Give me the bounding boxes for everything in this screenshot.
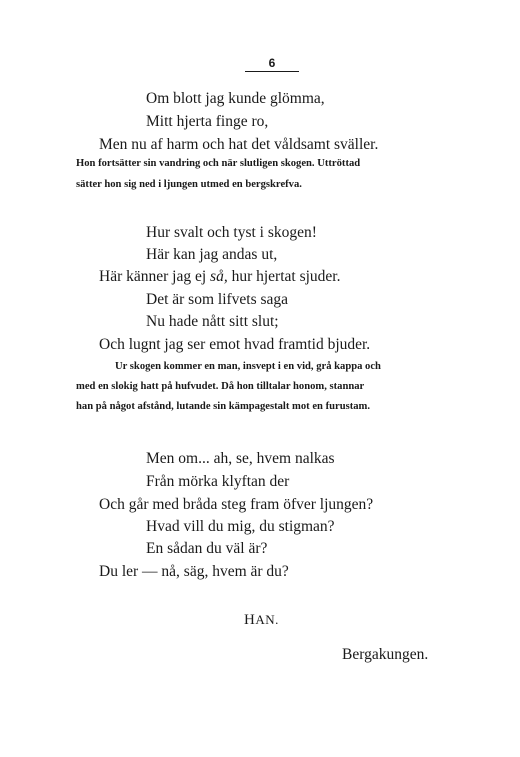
stage-direction-line: sätter hon sig ned i ljungen utmed en bergskrefva. [76, 179, 302, 190]
verse-line: Hur svalt och tyst i skogen! [146, 224, 317, 241]
verse-line: En sådan du väl är? [146, 540, 268, 557]
verse-text: hur hjertat sjuder. [227, 268, 341, 285]
verse-line [99, 268, 340, 286]
verse-line: Och lugnt jag ser emot hvad framtid bjuder. [99, 336, 371, 353]
stage-direction-line: med en slokig hatt på hufvudet. Då hon tilltalar honom, stannar [76, 381, 365, 392]
verse-line: Här kan jag andas ut, [146, 246, 278, 263]
speaker-rest: AN. [255, 612, 279, 627]
verse-line: Om blott jag kunde glömma, [146, 90, 325, 107]
verse-line: Och går med bråda steg fram öfver ljungen? [99, 496, 374, 513]
emphasized-word: så, [210, 268, 228, 285]
page-number: 6 [245, 56, 299, 72]
verse-text: Här känner jag ej [99, 268, 211, 285]
speaker-initial: H [244, 612, 256, 628]
stage-direction-line: Hon fortsätter sin vandring och när slutligen skogen. Uttröttad [76, 158, 361, 169]
verse-line: Nu hade nått sitt slut; [146, 313, 279, 330]
verse-line: Det är som lifvets saga [146, 291, 289, 308]
stage-direction-line: han på något afstånd, lutande sin kämpagestalt mot en furustam. [76, 401, 371, 412]
verse-line: Från mörka klyftan der [146, 473, 290, 490]
verse-line: Men om... ah, se, hvem nalkas [146, 450, 335, 467]
stage-direction-line: Ur skogen kommer en man, insvept i en vid, grå kappa och [115, 361, 381, 372]
verse-line: Hvad vill du mig, du stigman? [146, 518, 335, 535]
speaker-reply: Bergakungen. [342, 646, 429, 663]
speaker-name [244, 612, 279, 629]
verse-line: Mitt hjerta finge ro, [146, 113, 269, 130]
verse-line: Men nu af harm och hat det våldsamt sväller. [99, 136, 379, 153]
verse-line: Du ler — nå, säg, hvem är du? [99, 563, 289, 580]
